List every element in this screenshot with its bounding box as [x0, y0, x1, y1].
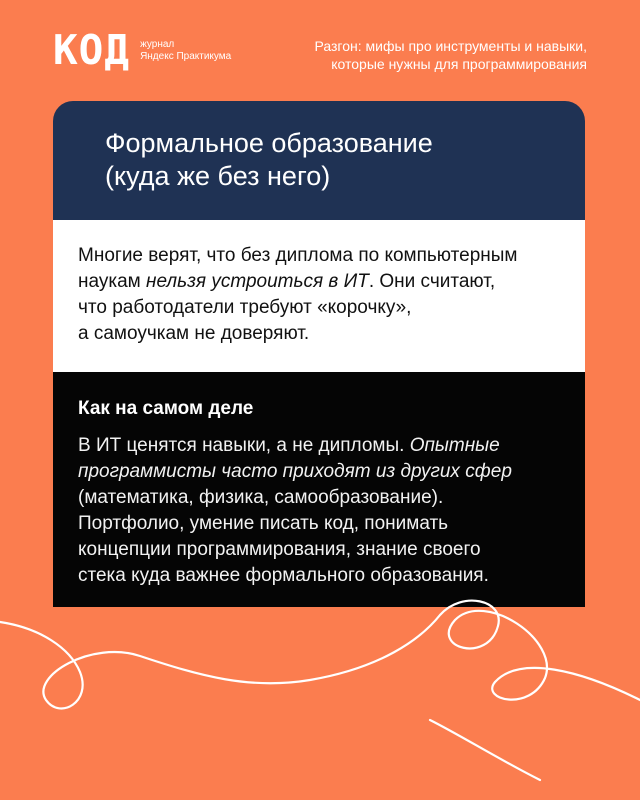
logo-subtitle-line2: Яндекс Практикума — [140, 50, 232, 62]
reality-line5: концепции программирования, знание своего — [78, 539, 481, 560]
reality-emphasis-end: программисты часто приходят из других сфер — [78, 461, 512, 482]
reality-line1 — [78, 433, 563, 459]
reality-line6: стека куда важнее формального образования. — [78, 565, 489, 586]
claim-emphasis: нельзя устроиться в ИТ — [145, 271, 369, 292]
series-caption-line2: которые нужны для программирования — [331, 56, 587, 72]
card-title-line2: (куда же без него) — [105, 161, 331, 191]
claim-line2-tail: . Они считают, — [368, 271, 496, 292]
claim-line2 — [78, 269, 561, 295]
myth-claim — [53, 220, 585, 372]
logo-subtitle — [140, 39, 231, 63]
logo-mark: КОД — [53, 26, 131, 74]
brand-logo — [53, 26, 232, 74]
reality-emphasis-start: Опытные — [409, 435, 500, 456]
series-caption — [287, 37, 587, 73]
claim-line1: Многие верят, что без диплома по компьютерным — [78, 245, 518, 266]
reality-section — [53, 372, 585, 607]
reality-line4: Портфолио, умение писать код, понимать — [78, 513, 449, 534]
claim-line3: что работодатели требуют «корочку», — [78, 297, 412, 318]
decorative-scribble — [0, 590, 640, 800]
card-title — [53, 101, 585, 220]
myth-card — [53, 101, 585, 607]
claim-line2-text: наукам — [78, 271, 146, 292]
reality-line3: (математика, физика, самообразование). — [78, 487, 444, 508]
reality-line1-text: В ИТ ценятся навыки, а не дипломы. — [78, 435, 410, 456]
logo-subtitle-line1: журнал — [140, 38, 175, 50]
claim-line4: а самоучкам не доверяют. — [78, 323, 310, 344]
series-caption-line1: Разгон: мифы про инструменты и навыки, — [314, 38, 587, 54]
scribble-line — [0, 601, 640, 709]
reality-title: Как на самом деле — [78, 398, 254, 419]
reality-line2 — [78, 459, 563, 485]
card-title-line1: Формальное образование — [105, 128, 433, 158]
scribble-tail — [430, 720, 540, 780]
